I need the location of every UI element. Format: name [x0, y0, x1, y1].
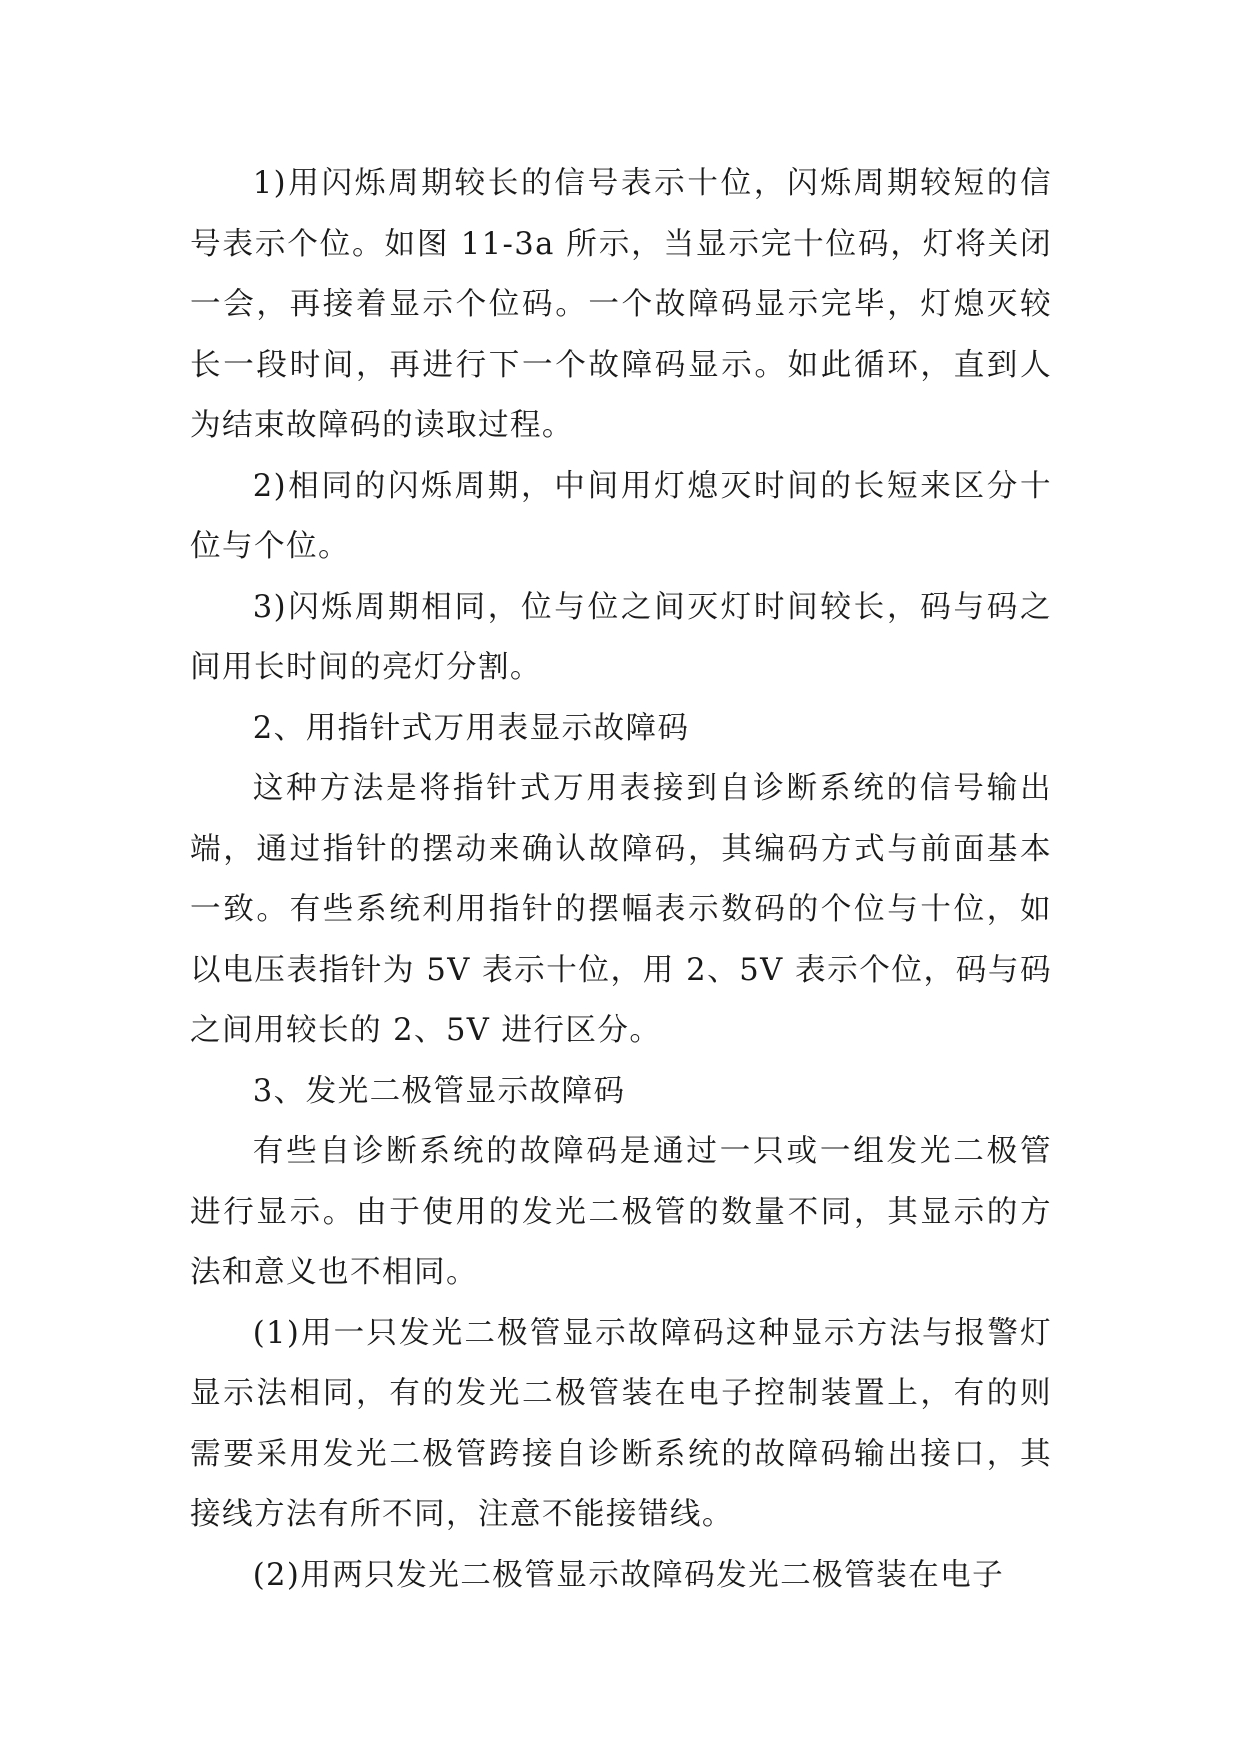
section-heading-led: 3、发光二极管显示故障码 — [252, 1073, 626, 1109]
paragraph-multimeter: 这种方法是将指针式万用表接到自诊断系统的信号输出端，通过指针的摆动来确认故障码，其编码方式与前面基本一致。有些系统利用指针的摆幅表示数码的个位与十位，如以电压表指针为 5V 表示十位，用 2、5V 表示个位，码与码之间用较长的 2、5V 进行区分。 — [190, 771, 1052, 1048]
document-body — [190, 154, 1052, 1606]
paragraph-3: 3)闪烁周期相同，位与位之间灭灯时间较长，码与码之间用长时间的亮灯分割。 — [190, 589, 1052, 685]
paragraph-two-leds: (2)用两只发光二极管显示故障码发光二极管装在电子 — [252, 1557, 1005, 1593]
section-heading-multimeter: 2、用指针式万用表显示故障码 — [252, 710, 690, 746]
paragraph-2: 2)相同的闪烁周期，中间用灯熄灭时间的长短来区分十位与个位。 — [190, 468, 1052, 564]
paragraph-led-intro: 有些自诊断系统的故障码是通过一只或一组发光二极管进行显示。由于使用的发光二极管的数量不同，其显示的方法和意义也不相同。 — [190, 1134, 1052, 1290]
paragraph-1: 1)用闪烁周期较长的信号表示十位，闪烁周期较短的信号表示个位。如图 11-3a 所示，当显示完十位码，灯将关闭一会，再接着显示个位码。一个故障码显示完毕，灯熄灭较长一段时间，再进行下一个故障码显示。如此循环，直到人为结束故障码的读取过程。 — [190, 166, 1052, 443]
paragraph-single-led: (1)用一只发光二极管显示故障码这种显示方法与报警灯显示法相同，有的发光二极管装在电子控制装置上，有的则需要采用发光二极管跨接自诊断系统的故障码输出接口，其接线方法有所不同，注意不能接错线。 — [190, 1315, 1052, 1532]
